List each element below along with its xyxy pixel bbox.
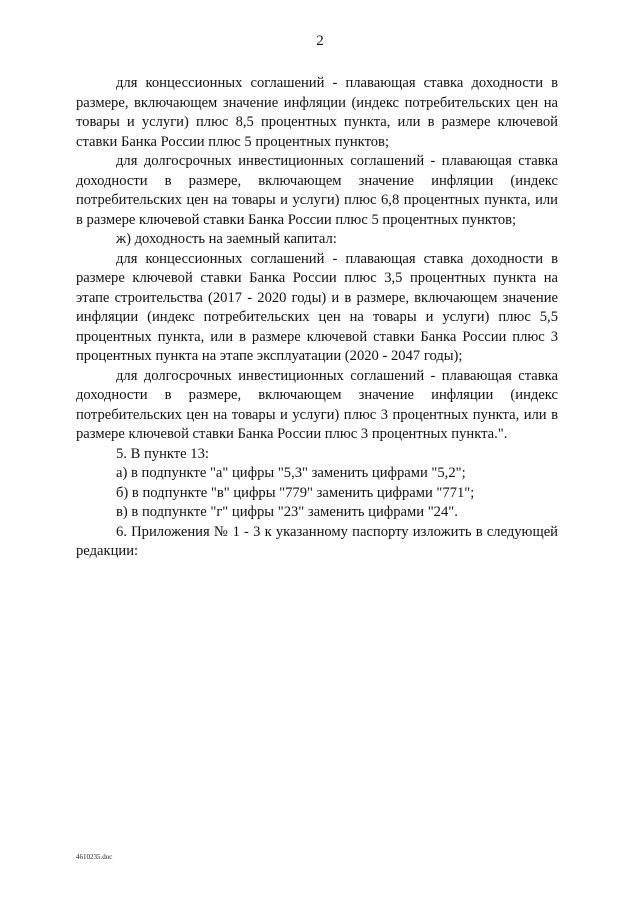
paragraph-debt-heading: ж) доходность на заемный капитал: <box>116 231 337 247</box>
paragraph-item-6: 6. Приложения № 1 - 3 к указанному паспорту изложить в следующей редакции: <box>76 523 558 559</box>
paragraph-longterm-debt: для долгосрочных инвестиционных соглашений - плавающая ставка доходности в размере, включающем значение инфляции (индекс потребительских цен на товары и услуги) плюс 3 процентных пункта, или в размере ключевой ставки Банка России плюс 3 процентных пункта.". <box>76 367 558 442</box>
paragraph-concession-debt: для концессионных соглашений - плавающая ставка доходности в размере ключевой ставки Банка России плюс 3,5 процентных пункта на этапе строительства (2017 - 2020 годы) и в размере, включающем значение инфляции (индекс потребительских цен на товары и услуги) плюс 5,5 процентных пункта, или в размере ключевой ставки Банка России плюс 3 процентных пункта на этапе эксплуатации (2020 - 2047 годы); <box>76 250 558 364</box>
footer-filename: 4610235.doc <box>76 853 113 861</box>
page-number: 2 <box>316 33 324 49</box>
paragraph-item-5a: а) в подпункте "а" цифры "5,3" заменить цифрами "5,2"; <box>116 465 466 481</box>
document-body <box>76 74 558 562</box>
paragraph-item-5: 5. В пункте 13: <box>116 445 209 462</box>
paragraph-concession-equity: для концессионных соглашений - плавающая ставка доходности в размере, включающем значение инфляции (индекс потребительских цен на товары и услуги) плюс 8,5 процентных пункта, или в размере ключевой ставки Банка России плюс 5 процентных пунктов; <box>76 75 558 150</box>
paragraph-longterm-equity: для долгосрочных инвестиционных соглашений - плавающая ставка доходности в размере, включающем значение инфляции (индекс потребительских цен на товары и услуги) плюс 6,8 процентных пункта, или в размере ключевой ставки Банка России плюс 5 процентных пунктов; <box>76 153 558 228</box>
paragraph-item-5v: в) в подпункте "г" цифры "23" заменить цифрами "24". <box>116 504 458 520</box>
paragraph-item-5b: б) в подпункте "в" цифры "779" заменить цифрами "771"; <box>116 484 475 501</box>
